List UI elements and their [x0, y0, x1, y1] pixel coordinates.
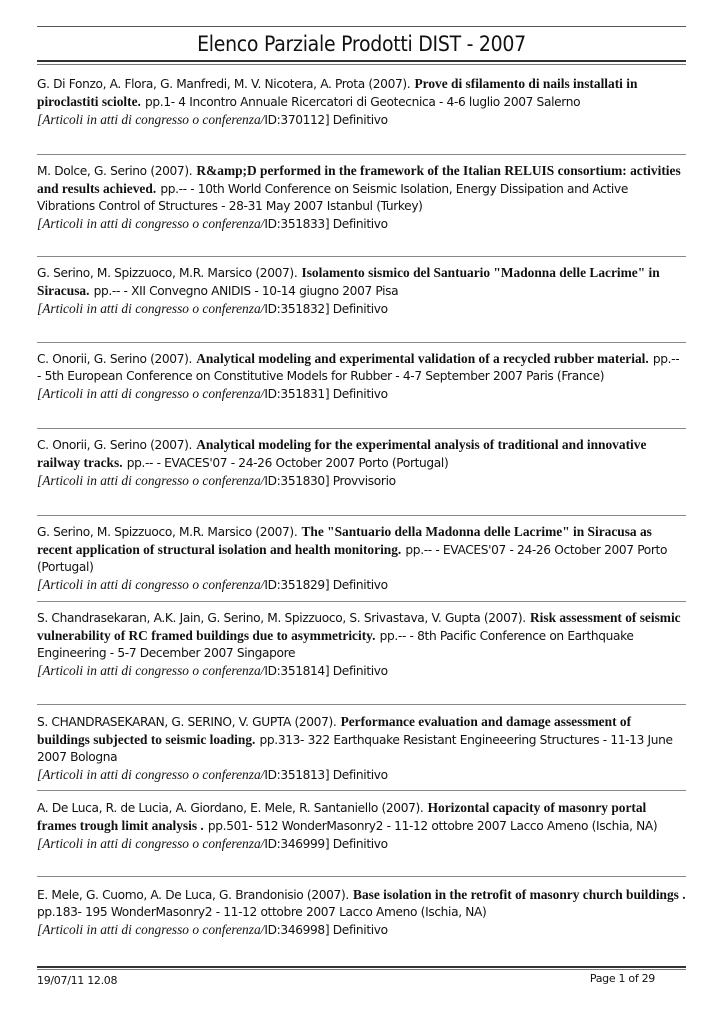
publication-entry [37, 713, 686, 784]
entry-authors: G. Serino, M. Spizzuoco, M.R. Marsico (2007). [37, 525, 298, 539]
publication-entry [37, 523, 686, 594]
publication-entry [37, 799, 686, 853]
publication-entry [37, 264, 686, 318]
entry-separator [37, 154, 686, 155]
entry-authors: S. Chandrasekaran, A.K. Jain, G. Serino, M. Spizzuoco, S. Srivastava, V. Gupta (2007). [37, 611, 526, 625]
entry-category: [Articoli in atti di congresso o conferenza/ [37, 301, 265, 316]
footer-rule [37, 966, 686, 970]
entry-category: [Articoli in atti di congresso o conferenza/ [37, 112, 265, 127]
entry-category: [Articoli in atti di congresso o conferenza/ [37, 577, 265, 592]
entry-title: Analytical modeling for the experimental analysis of traditional and innovative railway tracks. [37, 437, 647, 470]
entry-separator [37, 876, 686, 877]
entry-id-status: ID:346999] Definitivo [264, 837, 388, 851]
entry-id-status: ID:351832] Definitivo [264, 302, 388, 316]
entry-authors: G. Di Fonzo, A. Flora, G. Manfredi, M. V. Nicotera, A. Prota (2007). [37, 77, 411, 91]
entry-separator [37, 704, 686, 705]
entry-authors: G. Serino, M. Spizzuoco, M.R. Marsico (2007). [37, 266, 298, 280]
entry-details: pp.-- - EVACES'07 - 24-26 October 2007 Porto (Portugal) [126, 456, 449, 470]
entry-category: [Articoli in atti di congresso o conferenza/ [37, 922, 265, 937]
entry-separator [37, 790, 686, 791]
entry-id-status: ID:351831] Definitivo [264, 387, 388, 401]
entry-details: pp.-- - EVACES'07 - 24-26 October 2007 Porto (Portugal) [37, 543, 668, 574]
entry-id-status: ID:351833] Definitivo [264, 217, 388, 231]
entry-title: Risk assessment of seismic vulnerability of RC framed buildings due to asymmetricity. [37, 610, 681, 643]
entry-details: pp.-- - 5th European Conference on Constitutive Models for Rubber - 4-7 September 2007 Paris (France) [37, 352, 680, 383]
document-page [37, 0, 686, 1024]
publication-entry [37, 75, 686, 129]
entry-title: Prove di sfilamento di nails installati in piroclastiti sciolte. [37, 76, 638, 109]
entry-id-status: ID:351829] Definitivo [264, 578, 388, 592]
entry-title: Horizontal capacity of masonry portal frames trough limit analysis . [37, 800, 647, 833]
entry-category: [Articoli in atti di congresso o conferenza/ [37, 663, 265, 678]
entry-category: [Articoli in atti di congresso o conferenza/ [37, 836, 265, 851]
entry-title: Analytical modeling and experimental validation of a recycled rubber material. [196, 351, 649, 366]
entry-title: Base isolation in the retrofit of masonry church buildings . [353, 887, 686, 902]
entry-authors: M. Dolce, G. Serino (2007). [37, 164, 193, 178]
entry-details: pp.-- - XII Convegno ANIDIS - 10-14 giugno 2007 Pisa [93, 284, 399, 298]
entry-authors: A. De Luca, R. de Lucia, A. Giordano, E. Mele, R. Santaniello (2007). [37, 801, 424, 815]
publication-entry [37, 162, 686, 233]
entry-details: pp.183- 195 WonderMasonry2 - 11-12 ottobre 2007 Lacco Ameno (Ischia, NA) [37, 905, 487, 919]
entry-category: [Articoli in atti di congresso o conferenza/ [37, 473, 265, 488]
publication-entry [37, 350, 686, 403]
publication-entry [37, 436, 686, 490]
footer-page-number: Page 1 of 29 [589, 972, 655, 985]
entry-details: pp.501- 512 WonderMasonry2 - 11-12 ottobre 2007 Lacco Ameno (Ischia, NA) [207, 819, 658, 833]
entry-id-status: ID:370112] Definitivo [264, 113, 388, 127]
page-title: Elenco Parziale Prodotti DIST - 2007 [197, 32, 526, 56]
entry-id-status: ID:346998] Definitivo [264, 923, 388, 937]
top-rule [37, 26, 686, 27]
entry-details: pp.-- - 8th Pacific Conference on Earthquake Engineering - 5-7 December 2007 Singapore [37, 629, 634, 660]
entry-category: [Articoli in atti di congresso o conferenza/ [37, 216, 265, 231]
entry-separator [37, 428, 686, 429]
entry-id-status: ID:351830] Provvisorio [264, 474, 396, 488]
entry-separator [37, 601, 686, 602]
entry-category: [Articoli in atti di congresso o conferenza/ [37, 767, 265, 782]
entry-title: Isolamento sismico del Santuario "Madonna delle Lacrime" in Siracusa. [37, 265, 660, 298]
entry-id-status: ID:351814] Definitivo [264, 664, 388, 678]
entry-separator [37, 256, 686, 257]
entry-id-status: ID:351813] Definitivo [264, 768, 388, 782]
entry-title: R&amp;D performed in the framework of the Italian RELUIS consortium: activities and results achieved. [37, 163, 681, 196]
entry-details: pp.-- - 10th World Conference on Seismic Isolation, Energy Dissipation and Active Vibrations Control of Structures - 28-31 May 2007 Istanbul (Turkey) [37, 182, 628, 213]
footer-date: 19/07/11 12.08 [37, 974, 118, 987]
entry-title: The "Santuario della Madonna delle Lacrime" in Siracusa as recent application of structural isolation and health monitoring. [37, 524, 652, 557]
entry-details: pp.313- 322 Earthquake Resistant Engineeering Structures - 11-13 June 2007 Bologna [37, 733, 673, 764]
publication-entry [37, 886, 686, 939]
title-rule [37, 60, 686, 65]
entry-details: pp.1- 4 Incontro Annuale Ricercatori di Geotecnica - 4-6 luglio 2007 Salerno [145, 95, 581, 109]
publication-entry [37, 609, 686, 680]
entry-title: Performance evaluation and damage assessment of buildings subjected to seismic loading. [37, 714, 632, 747]
entry-authors: E. Mele, G. Cuomo, A. De Luca, G. Brandonisio (2007). [37, 888, 349, 902]
entry-authors: S. CHANDRASEKARAN, G. SERINO, V. GUPTA (2007). [37, 715, 337, 729]
entry-category: [Articoli in atti di congresso o conferenza/ [37, 386, 265, 401]
entry-separator [37, 342, 686, 343]
entry-separator [37, 515, 686, 516]
entry-authors: C. Onorii, G. Serino (2007). [37, 352, 193, 366]
entry-authors: C. Onorii, G. Serino (2007). [37, 438, 193, 452]
